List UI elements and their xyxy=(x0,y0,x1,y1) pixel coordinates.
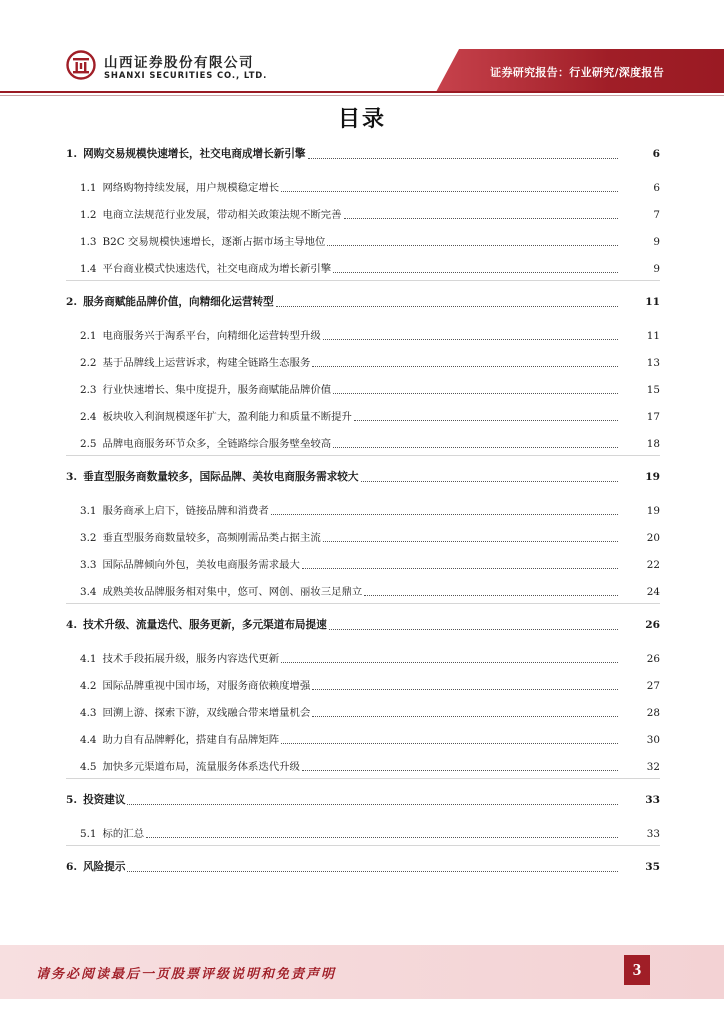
toc-section-entry[interactable] xyxy=(0,294,724,312)
toc-entry-label xyxy=(0,469,359,484)
toc-entry-number: 3.2 xyxy=(80,532,97,544)
toc-leader-dots xyxy=(302,568,618,569)
header-divider-thin xyxy=(0,95,724,96)
toc-entry-text: 助力自有品牌孵化，搭建自有品牌矩阵 xyxy=(102,734,280,746)
toc-subsection-entry[interactable] xyxy=(0,354,724,372)
toc-leader-dots xyxy=(323,339,618,340)
toc-entry-text: 成熟美妆品牌服务相对集中，悠可、网创、丽妆三足鼎立 xyxy=(102,586,363,598)
toc-subsection-entry[interactable] xyxy=(0,179,724,197)
toc-entry-number: 1. xyxy=(66,148,78,160)
toc-entry-number: 1.2 xyxy=(80,209,97,221)
toc-entry-number: 2.1 xyxy=(80,330,97,342)
toc-entry-page: 30 xyxy=(646,734,660,746)
toc-entry-label xyxy=(0,206,342,221)
toc-entry-number: 2.4 xyxy=(80,411,97,423)
toc-entry-label xyxy=(0,731,279,746)
toc-entry-text: 网购交易规模快速增长，社交电商成增长新引擎 xyxy=(83,148,306,160)
toc-entry-page: 6 xyxy=(652,148,660,160)
section-divider xyxy=(66,603,660,604)
toc-leader-dots xyxy=(327,245,618,246)
toc-leader-dots xyxy=(333,272,618,273)
toc-leader-dots xyxy=(308,158,618,159)
toc-entry-text: 风险提示 xyxy=(83,861,126,873)
toc-entry-label xyxy=(0,758,300,773)
toc-section-entry[interactable] xyxy=(0,792,724,810)
toc-title: 目录 xyxy=(337,107,386,132)
toc-entry-label xyxy=(0,704,310,719)
toc-entry-page: 24 xyxy=(646,586,660,598)
toc-subsection-entry[interactable] xyxy=(0,206,724,224)
toc-subsection-entry[interactable] xyxy=(0,327,724,345)
toc-entry-label xyxy=(0,617,327,632)
toc-entry-page: 33 xyxy=(645,794,660,806)
toc-entry-page: 22 xyxy=(646,559,660,571)
section-divider xyxy=(66,455,660,456)
toc-subsection-entry[interactable] xyxy=(0,408,724,426)
section-divider xyxy=(66,778,660,779)
toc-leader-dots xyxy=(312,716,618,717)
toc-leader-dots xyxy=(354,420,618,421)
toc-entry-number: 5.1 xyxy=(80,828,97,840)
toc-entry-label xyxy=(0,435,331,450)
toc-entry-page: 32 xyxy=(646,761,660,773)
toc-subsection-entry[interactable] xyxy=(0,260,724,278)
page-header xyxy=(0,0,724,100)
toc-entry-label xyxy=(0,556,300,571)
toc-entry-page: 26 xyxy=(646,653,660,665)
toc-entry-text: 加快多元渠道布局，流量服务体系迭代升级 xyxy=(102,761,300,773)
toc-entry-number: 4.1 xyxy=(80,653,97,665)
toc-entry-text: 板块收入利润规模逐年扩大，盈利能力和质量不断提升 xyxy=(102,411,352,423)
toc-entry-text: 品牌电商服务环节众多，全链路综合服务壁垒较高 xyxy=(102,438,332,450)
toc-entry-text: 投资建议 xyxy=(83,794,126,806)
toc-subsection-entry[interactable] xyxy=(0,650,724,668)
toc-subsection-entry[interactable] xyxy=(0,502,724,520)
toc-entry-page: 35 xyxy=(645,861,660,873)
section-divider xyxy=(66,845,660,846)
toc-entry-number: 1.4 xyxy=(80,263,97,275)
toc-subsection-entry[interactable] xyxy=(0,731,724,749)
toc-entry-label xyxy=(0,650,279,665)
toc-section-entry[interactable] xyxy=(0,146,724,164)
company-name-en: SHANXI SECURITIES CO., LTD. xyxy=(104,70,268,80)
toc-entry-number: 4. xyxy=(66,619,78,631)
toc-entry-page: 19 xyxy=(646,505,660,517)
toc-entry-text: 服务商赋能品牌价值，向精细化运营转型 xyxy=(83,296,274,308)
toc-leader-dots xyxy=(361,481,619,482)
toc-entry-page: 9 xyxy=(653,263,660,275)
toc-entry-label xyxy=(0,677,310,692)
toc-entry-page: 11 xyxy=(645,296,660,308)
toc-subsection-entry[interactable] xyxy=(0,825,724,843)
toc-entry-number: 3.1 xyxy=(80,505,97,517)
toc-entry-text: 网络购物持续发展，用户规模稳定增长 xyxy=(102,182,280,194)
toc-subsection-entry[interactable] xyxy=(0,529,724,547)
toc-section-entry[interactable] xyxy=(0,859,724,877)
toc-entry-text: 电商服务兴于淘系平台，向精细化运营转型升级 xyxy=(102,330,321,342)
toc-entry-label xyxy=(0,354,310,369)
toc-leader-dots xyxy=(146,837,618,838)
toc-subsection-entry[interactable] xyxy=(0,758,724,776)
toc-leader-dots xyxy=(312,689,618,690)
toc-entry-number: 2.5 xyxy=(80,438,97,450)
toc-section-entry[interactable] xyxy=(0,617,724,635)
toc-entry-page: 6 xyxy=(653,182,660,194)
toc-subsection-entry[interactable] xyxy=(0,677,724,695)
toc-leader-dots xyxy=(281,743,618,744)
section-divider xyxy=(66,280,660,281)
company-name-cn: 山西证券股份有限公司 xyxy=(104,55,254,71)
toc-entry-number: 1.3 xyxy=(80,236,97,248)
toc-entry-page: 17 xyxy=(646,411,660,423)
toc-entry-page: 20 xyxy=(646,532,660,544)
toc-entry-page: 33 xyxy=(646,828,660,840)
toc-leader-dots xyxy=(344,218,618,219)
toc-entry-page: 18 xyxy=(646,438,660,450)
toc-entry-number: 4.5 xyxy=(80,761,97,773)
toc-entry-label xyxy=(0,179,279,194)
toc-entry-text: 垂直型服务商数量较多，高频刚需品类占据主流 xyxy=(102,532,321,544)
toc-entry-number: 1.1 xyxy=(80,182,97,194)
toc-entry-text: 基于品牌线上运营诉求，构建全链路生态服务 xyxy=(102,357,311,369)
toc-entry-page: 15 xyxy=(646,384,660,396)
toc-leader-dots xyxy=(271,514,618,515)
toc-entry-page: 19 xyxy=(645,471,660,483)
toc-subsection-entry[interactable] xyxy=(0,381,724,399)
toc-entry-page: 13 xyxy=(646,357,660,369)
toc-entry-text: 平台商业模式快速迭代，社交电商成为增长新引擎 xyxy=(102,263,332,275)
toc-entry-text: 技术升级、流量迭代、服务更新，多元渠道布局提速 xyxy=(83,619,327,631)
page-number: 3 xyxy=(624,955,650,985)
toc-entry-label xyxy=(0,327,321,342)
toc-entry-number: 4.2 xyxy=(80,680,97,692)
toc-entry-page: 26 xyxy=(645,619,660,631)
toc-leader-dots xyxy=(127,871,618,872)
toc-entry-text: 国际品牌倾向外包，美妆电商服务需求最大 xyxy=(102,559,300,571)
toc-entry-label xyxy=(0,583,362,598)
toc-subsection-entry[interactable] xyxy=(0,583,724,601)
toc-entry-text: B2C 交易规模快速增长，逐渐占据市场主导地位 xyxy=(102,236,326,248)
toc-leader-dots xyxy=(333,447,618,448)
toc-entry-number: 2.2 xyxy=(80,357,97,369)
toc-subsection-entry[interactable] xyxy=(0,556,724,574)
toc-entry-label xyxy=(0,146,306,161)
toc-leader-dots xyxy=(312,366,618,367)
toc-entry-text: 技术手段拓展升级，服务内容迭代更新 xyxy=(102,653,280,665)
toc-entry-number: 2.3 xyxy=(80,384,97,396)
toc-entry-label xyxy=(0,859,125,874)
toc-entry-number: 6. xyxy=(66,861,78,873)
toc-entry-label xyxy=(0,502,269,517)
toc-leader-dots xyxy=(127,804,618,805)
toc-entry-number: 3.4 xyxy=(80,586,97,598)
toc-entry-text: 国际品牌重视中国市场，对服务商依赖度增强 xyxy=(102,680,311,692)
toc-leader-dots xyxy=(329,629,618,630)
toc-leader-dots xyxy=(333,393,618,394)
toc-entry-text: 行业快速增长、集中度提升，服务商赋能品牌价值 xyxy=(102,384,332,396)
toc-entry-number: 4.3 xyxy=(80,707,97,719)
toc-entry-page: 11 xyxy=(646,330,660,342)
toc-entry-text: 回溯上游、探索下游，双线融合带来增量机会 xyxy=(102,707,311,719)
toc-entry-label xyxy=(0,233,325,248)
company-logo-icon xyxy=(66,50,96,80)
toc-subsection-entry[interactable] xyxy=(0,435,724,453)
toc-entry-page: 9 xyxy=(653,236,660,248)
toc-leader-dots xyxy=(281,662,618,663)
toc-entry-text: 垂直型服务商数量较多，国际品牌、美妆电商服务需求较大 xyxy=(83,471,359,483)
toc-leader-dots xyxy=(276,306,618,307)
toc-entry-label xyxy=(0,294,274,309)
toc-entry-label xyxy=(0,260,331,275)
header-divider xyxy=(0,91,724,93)
toc-entry-label xyxy=(0,381,331,396)
toc-subsection-entry[interactable] xyxy=(0,704,724,722)
toc-entry-number: 2. xyxy=(66,296,78,308)
toc-entry-page: 7 xyxy=(653,209,660,221)
toc-entry-text: 服务商承上启下，链接品牌和消费者 xyxy=(102,505,269,517)
toc-entry-text: 标的汇总 xyxy=(102,828,145,840)
footer-disclaimer: 请务必阅读最后一页股票评级说明和免责声明 xyxy=(36,967,337,982)
toc-entry-number: 3.3 xyxy=(80,559,97,571)
toc-leader-dots xyxy=(302,770,618,771)
toc-subsection-entry[interactable] xyxy=(0,233,724,251)
toc-entry-number: 5. xyxy=(66,794,78,806)
toc-entry-label xyxy=(0,825,144,840)
toc-leader-dots xyxy=(323,541,618,542)
toc-entry-page: 28 xyxy=(646,707,660,719)
toc-entry-number: 3. xyxy=(66,471,78,483)
toc-entry-number: 4.4 xyxy=(80,734,97,746)
toc-section-entry[interactable] xyxy=(0,469,724,487)
toc-entry-text: 电商立法规范行业发展，带动相关政策法规不断完善 xyxy=(102,209,342,221)
toc-entry-label xyxy=(0,792,125,807)
toc-entry-label xyxy=(0,529,321,544)
toc-leader-dots xyxy=(364,595,618,596)
report-type-label: 证券研究报告：行业研究/深度报告 xyxy=(490,66,664,79)
toc-entry-label xyxy=(0,408,352,423)
toc-leader-dots xyxy=(281,191,618,192)
toc-entry-page: 27 xyxy=(646,680,660,692)
